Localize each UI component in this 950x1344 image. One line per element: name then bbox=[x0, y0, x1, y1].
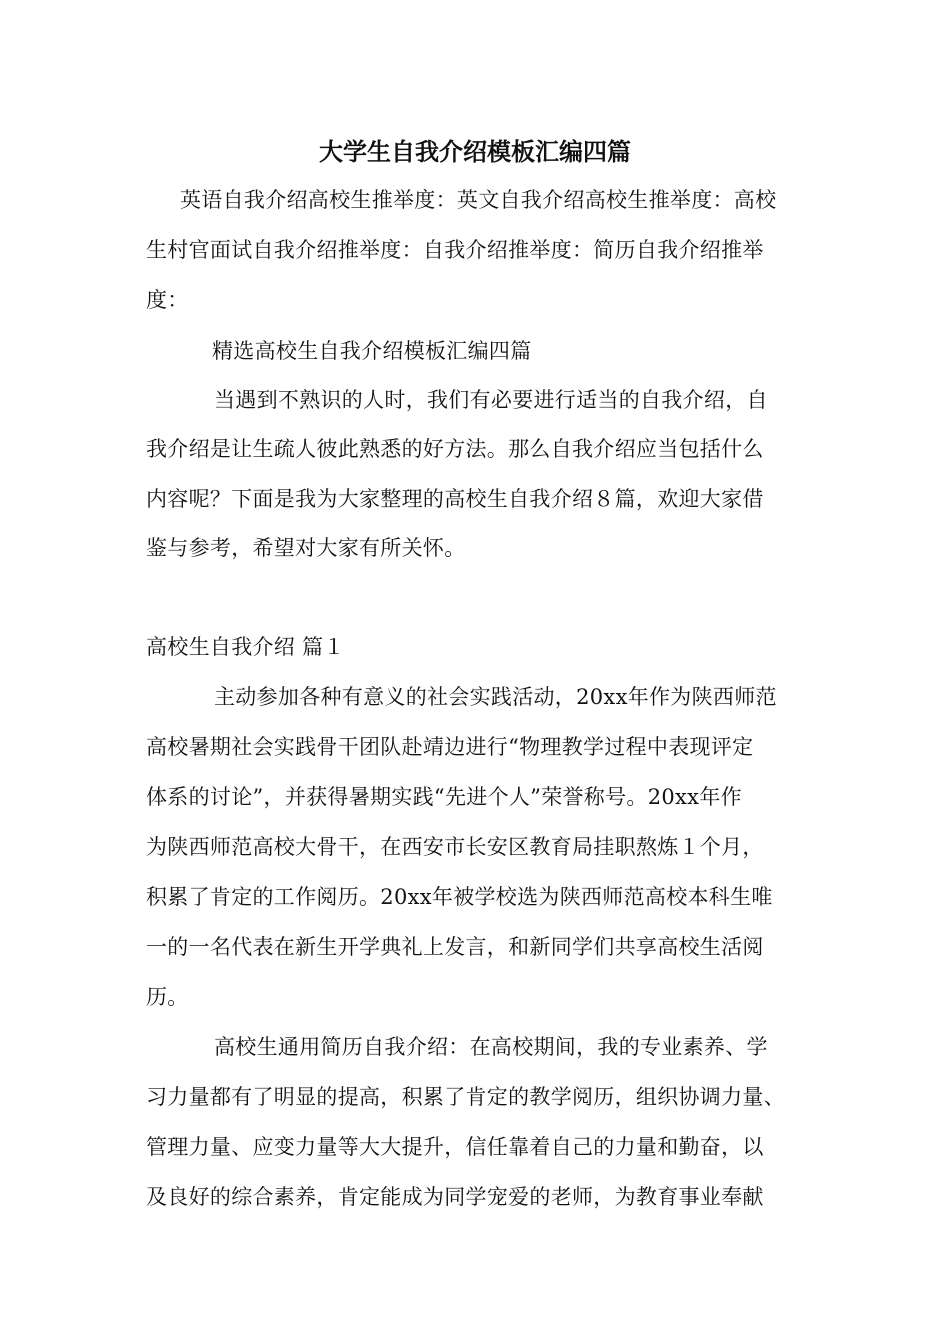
intro-line: 英语自我介绍高校生推举度：英文自我介绍高校生推举度：高校 bbox=[180, 188, 777, 212]
paragraph-line: 鉴与参考，希望对大家有所关怀。 bbox=[146, 536, 466, 560]
paragraph-line: 管理力量、应变力量等大大提升，信任靠着自己的力量和勤奋，以 bbox=[146, 1135, 764, 1159]
paragraph-line: 体系的讨论”，并获得暑期实践“先进个人”荣誉称号。20xx年作 bbox=[146, 785, 742, 809]
paragraph-line: 高校生通用简历自我介绍：在高校期间，我的专业素养、学 bbox=[214, 1035, 768, 1059]
intro-line: 度： bbox=[146, 288, 189, 312]
section-heading: 高校生自我介绍 篇１ bbox=[146, 635, 345, 659]
subtitle: 精选高校生自我介绍模板汇编四篇 bbox=[212, 339, 532, 363]
paragraph-line: 当遇到不熟识的人时，我们有必要进行适当的自我介绍，自 bbox=[214, 388, 768, 412]
paragraph-line: 我介绍是让生疏人彼此熟悉的好方法。那么自我介绍应当包括什么 bbox=[146, 437, 764, 461]
paragraph-line: 历。 bbox=[146, 985, 189, 1009]
paragraph-line: 高校暑期社会实践骨干团队赴靖边进行“物理教学过程中表现评定 bbox=[146, 735, 754, 759]
document-title: 大学生自我介绍模板汇编四篇 bbox=[319, 137, 631, 166]
intro-line: 生村官面试自我介绍推举度：自我介绍推举度：简历自我介绍推举 bbox=[146, 238, 764, 262]
paragraph-line: 积累了肯定的工作阅历。20xx年被学校选为陕西师范高校本科生唯 bbox=[146, 885, 773, 909]
paragraph-line: 主动参加各种有意义的社会实践活动，20xx年作为陕西师范 bbox=[214, 685, 777, 709]
paragraph-line: 内容呢？下面是我为大家整理的高校生自我介绍８篇，欢迎大家借 bbox=[146, 487, 764, 511]
paragraph-line: 一的一名代表在新生开学典礼上发言，和新同学们共享高校生活阅 bbox=[146, 935, 764, 959]
paragraph-line: 习力量都有了明显的提高，积累了肯定的教学阅历，组织协调力量、 bbox=[146, 1085, 785, 1109]
paragraph-line: 为陕西师范高校大骨干，在西安市长安区教育局挂职熬炼１个月， bbox=[146, 835, 764, 859]
paragraph-line: 及良好的综合素养，肯定能成为同学宠爱的老师，为教育事业奉献 bbox=[146, 1185, 764, 1209]
